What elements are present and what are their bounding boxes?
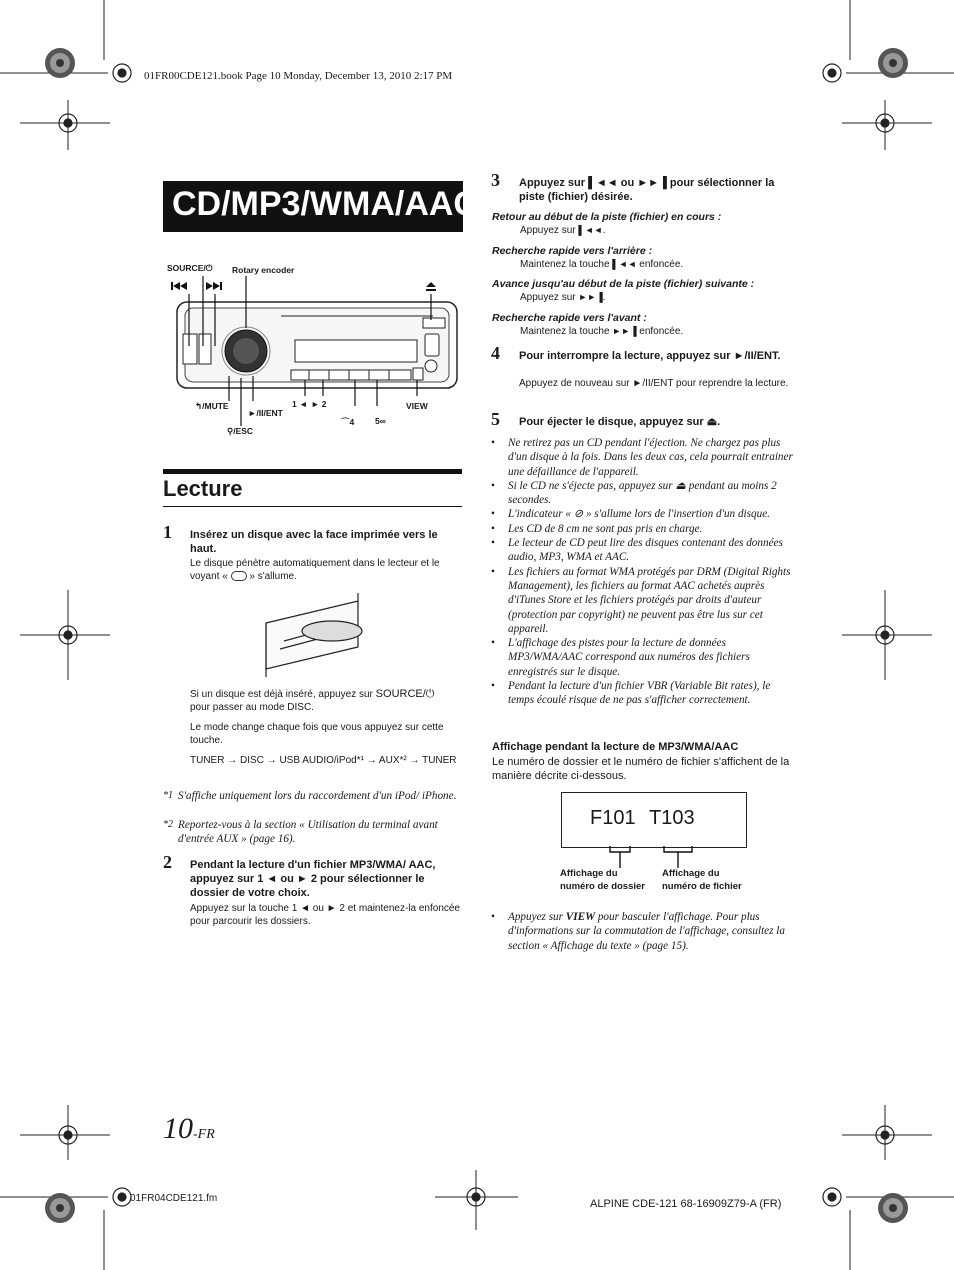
- item-body: Appuyez sur ▌◄◄.: [520, 225, 606, 236]
- next-track-icon: ►►▐: [578, 292, 603, 302]
- list-item: • Les CD de 8 cm ne sont pas pris en charge.: [491, 522, 793, 536]
- device-front-panel: [163, 256, 463, 441]
- label-play-ent: ►/II/ENT: [248, 408, 283, 418]
- step-1-body: Le disque pénètre automatiquement dans le lecteur et le voyant « » s'allume.: [190, 558, 440, 582]
- item-body: Appuyez sur ►►▐.: [520, 292, 606, 303]
- section-title: Lecture: [163, 476, 243, 501]
- step-3-item: [492, 277, 792, 311]
- item-body: Maintenez la touche ►►▐ enfoncée.: [520, 326, 684, 337]
- mute-icon: ↰: [195, 401, 203, 411]
- step-1-p2: Si un disque est déjà inséré, appuyez sur SOURCE/⏻ pour passer au mode DISC.: [190, 688, 435, 713]
- step-1-title: Insérez un disque avec la face imprimée vers le haut.: [190, 529, 438, 555]
- section-rule-bottom: [163, 506, 462, 507]
- footer-model: ALPINE CDE-121 68-16909Z79-A (FR): [590, 1198, 782, 1210]
- step-5-number: 5: [491, 409, 500, 429]
- step-3-number: 3: [491, 170, 500, 190]
- file-number: T103: [649, 807, 695, 829]
- step-5-title: Pour éjecter le disque, appuyez sur ⏏.: [519, 416, 721, 428]
- label-source: SOURCE/⏻: [167, 263, 213, 273]
- item-heading: Avance jusqu'au début de la piste (fichier) suivante :: [492, 278, 755, 290]
- step-1-mode-chain: TUNER → DISC → USB AUDIO/iPod*¹ → AUX*² → TUNER: [190, 755, 457, 766]
- step-3-title: Appuyez sur ▌◄◄ ou ►►▐ pour sélectionner la piste (fichier) désirée.: [519, 177, 775, 203]
- label-mute: ↰/MUTE: [195, 401, 229, 411]
- play-pause-key: ►/II/ENT: [632, 378, 674, 389]
- list-item: • L'indicateur « ⊘ » s'allume lors de l'insertion d'un disque.: [491, 507, 793, 521]
- step-3-item: [492, 210, 792, 244]
- label-file: Affichage du numéro de fichier: [662, 868, 742, 892]
- folder-number: F101: [590, 807, 636, 829]
- step-3-items: [492, 210, 792, 344]
- step-2-body: Appuyez sur la touche 1 ◄ ou ► 2 et maintenez-la enfoncée pour parcourir les dossiers.: [190, 903, 460, 927]
- footer-file: 01FR04CDE121.fm: [130, 1193, 218, 1204]
- play-pause-key: ►/II/ENT: [733, 350, 778, 362]
- list-item: • Les fichiers au format WMA protégés par DRM (Digital Rights Management), les fichiers au format AAC achetés auprès d'iTunes Store et les fichiers protégés par droits d'auteur (protection par copyright) ne peuvent pas être lus sur cet appareil.: [491, 565, 793, 636]
- book-info-header: 01FR00CDE121.book Page 10 Monday, December 13, 2010 2:17 PM: [144, 70, 453, 82]
- list-item: • L'affichage des pistes pour la lecture de données MP3/WMA/AAC correspond aux numéros des fichiers enregistrés sur le disque.: [491, 636, 793, 679]
- next-track-icon: ►►▐: [637, 177, 667, 189]
- footnote-1: *1 S'affiche uniquement lors du raccordement d'un iPod/ iPhone.: [163, 790, 457, 802]
- label-folder: Affichage du numéro de dossier: [560, 868, 645, 892]
- label-b1: 1 ◄: [292, 399, 308, 409]
- label-b2: ► 2: [311, 399, 327, 409]
- prev-track-icon: ▌◄◄: [612, 259, 637, 269]
- search-icon: ⚲: [227, 426, 234, 436]
- footnote-2: *2 Reportez-vous à la section « Utilisation du terminal avant d'entrée AUX » (page 16).: [163, 819, 438, 846]
- step-4-body: Appuyez de nouveau sur ►/II/ENT pour reprendre la lecture.: [519, 378, 789, 389]
- list-item: • Pendant la lecture d'un fichier VBR (Variable Bit rates), le temps écoulé risque de ne pas s'afficher correctement.: [491, 679, 793, 708]
- eject-icon: ⏏: [706, 416, 718, 428]
- label-rotary-encoder: Rotary encoder: [232, 265, 295, 275]
- disc-insert-illustration: [262, 593, 372, 683]
- prev-track-icon: ▌◄◄: [578, 225, 603, 235]
- display-desc: Le numéro de dossier et le numéro de fichier s'affichent de la manière décrite ci-dessous.: [492, 756, 790, 782]
- step-2-title: Pendant la lecture d'un fichier MP3/WMA/ AAC, appuyez sur 1 ◄ ou ► 2 pour sélectionner le dossier de votre choix.: [190, 859, 436, 899]
- display-heading: Affichage pendant la lecture de MP3/WMA/AAC: [492, 741, 739, 753]
- label-b5: 5∞: [375, 416, 386, 426]
- item-heading: Recherche rapide vers l'arrière :: [492, 245, 653, 257]
- list-item: • Ne retirez pas un CD pendant l'éjection. Ne chargez pas plus d'un disque à la fois. Dans les deux cas, cela pourrait entrainer une défaillance de l'appareil.: [491, 436, 793, 479]
- list-item: • Si le CD ne s'éjecte pas, appuyez sur ⏏ pendant au moins 2 secondes.: [491, 479, 793, 508]
- item-heading: Recherche rapide vers l'avant :: [492, 312, 647, 324]
- source-key: SOURCE/⏻: [375, 688, 435, 700]
- step-4-title: Pour interrompre la lecture, appuyez sur ►/II/ENT.: [519, 350, 781, 362]
- item-heading: Retour au début de la piste (fichier) en cours :: [492, 211, 722, 223]
- prev-track-icon: ▌◄◄: [588, 177, 618, 189]
- page-number: 10-FR: [163, 1112, 215, 1145]
- page-title-text: CD/MP3/WMA/AAC: [172, 185, 478, 223]
- label-b4: ⌒4: [341, 417, 355, 427]
- page-title: [163, 181, 478, 232]
- disc-indicator-icon: [231, 571, 247, 581]
- step-4-number: 4: [491, 343, 500, 363]
- notes-list: [491, 436, 793, 708]
- device-diagram: [163, 256, 463, 441]
- section-rule-top: [163, 469, 462, 474]
- repeat-icon: ⌒: [341, 417, 350, 427]
- view-note: • Appuyez sur VIEW pour basculer l'affichage. Pour plus d'informations sur la commutation de l'affichage, consultez la section « Affichage du texte » (page 15).: [491, 911, 785, 952]
- lcd-screen: [561, 792, 747, 848]
- next-track-icon: ►►▐: [612, 326, 637, 336]
- label-view: VIEW: [406, 401, 428, 411]
- list-item: • Le lecteur de CD peut lire des disques contenant des données audio, MP3, WMA et AAC.: [491, 536, 793, 565]
- step-1-p3: Le mode change chaque fois que vous appuyez sur cette touche.: [190, 722, 444, 746]
- step-3-item: [492, 244, 792, 277]
- step-1-number: 1: [163, 522, 172, 542]
- item-body: Maintenez la touche ▌◄◄ enfoncée.: [520, 259, 684, 270]
- label-esc: ⚲/ESC: [227, 426, 254, 436]
- random-icon: ∞: [379, 416, 386, 426]
- step-2-number: 2: [163, 852, 172, 872]
- step-3-item: [492, 311, 792, 344]
